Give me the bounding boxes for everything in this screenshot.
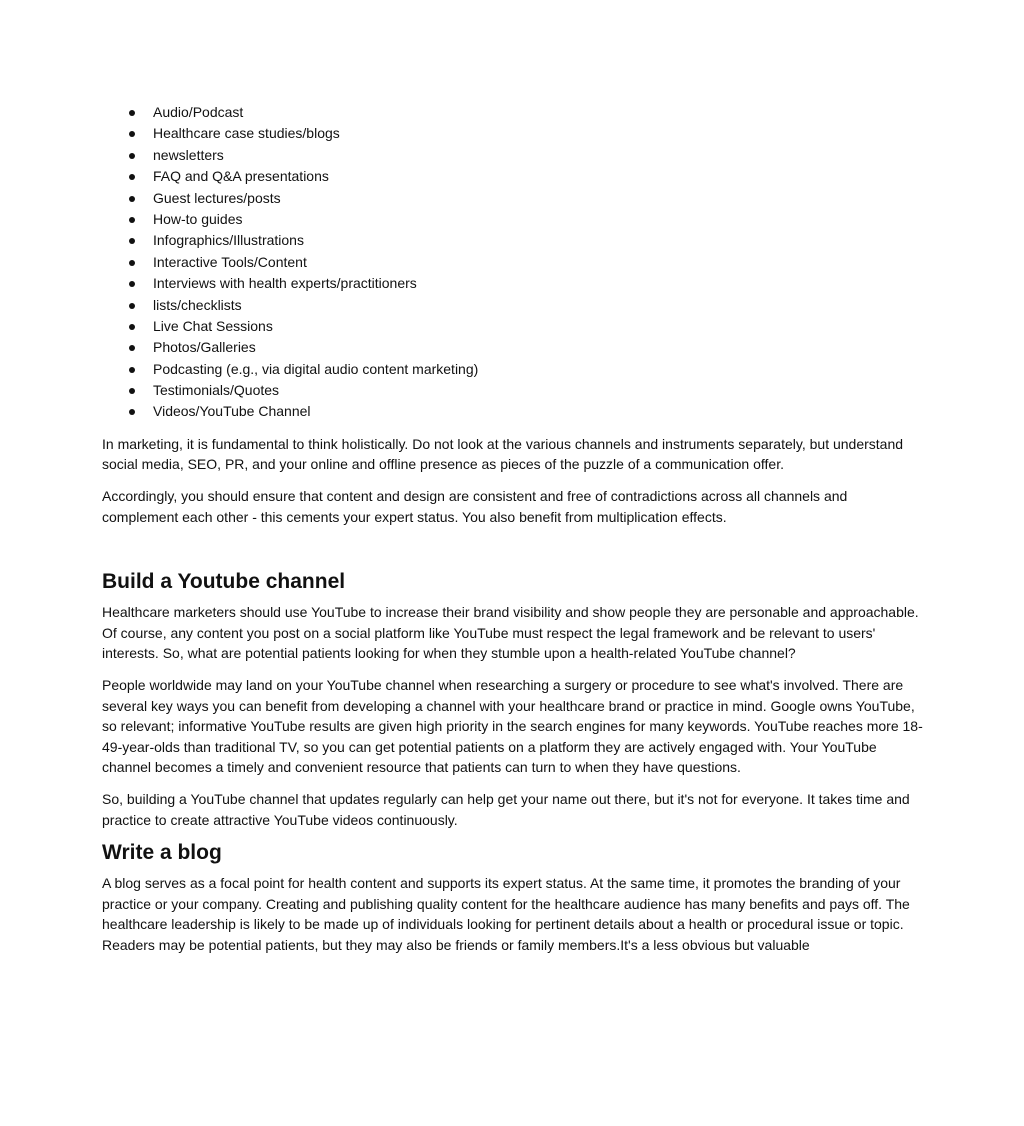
list-item-text: How-to guides	[153, 210, 243, 227]
list-item	[102, 123, 924, 144]
bullet-icon	[129, 238, 135, 244]
list-item	[102, 295, 924, 316]
blog-section-heading: Write a blog	[102, 841, 222, 865]
bullet-icon	[129, 153, 135, 159]
list-item-text: Podcasting (e.g., via digital audio content marketing)	[153, 360, 479, 377]
bullet-icon	[129, 196, 135, 202]
list-item	[102, 273, 924, 294]
list-item	[102, 252, 924, 273]
list-item-text: Live Chat Sessions	[153, 317, 273, 334]
bullet-icon	[129, 345, 135, 351]
youtube-paragraph: So, building a YouTube channel that updates regularly can help get your name out there, but it's not for everyone. It takes time and practice to create attractive YouTube videos continuously.	[102, 790, 910, 828]
bullet-icon	[129, 260, 135, 266]
bullet-icon	[129, 367, 135, 373]
bullet-icon	[129, 324, 135, 330]
list-item-text: Testimonials/Quotes	[153, 382, 280, 399]
list-item	[102, 166, 924, 187]
list-item-text: Infographics/Illustrations	[153, 232, 304, 249]
list-item-text: Audio/Podcast	[153, 104, 244, 120]
blog-paragraph: A blog serves as a focal point for health content and supports its expert status. At the same time, it promotes the branding of your practice or your company. Creating and publishing quality content for the healthcare audience has many benefits and pays off. The healthcare leadership is likely to be made up of individuals looking for pertinent details about a health or procedural issue or topic. Readers may be potential patients, but they may also be friends or family members.It's a less obvious but valuable	[102, 875, 910, 953]
list-item-text: Photos/Galleries	[153, 339, 256, 356]
bullet-icon	[129, 281, 135, 287]
list-item	[102, 401, 924, 422]
list-item	[102, 102, 924, 123]
list-item-text: Guest lectures/posts	[153, 189, 281, 206]
list-item-text: lists/checklists	[153, 296, 242, 313]
list-item	[102, 230, 924, 251]
list-item-text: newsletters	[153, 146, 224, 163]
list-item	[102, 145, 924, 166]
list-item	[102, 188, 924, 209]
bullet-icon	[129, 388, 135, 394]
list-item-text: FAQ and Q&A presentations	[153, 168, 329, 185]
youtube-section-heading: Build a Youtube channel	[102, 570, 346, 594]
bullet-icon	[129, 303, 135, 309]
list-item	[102, 316, 924, 337]
list-item-text: Interactive Tools/Content	[153, 253, 307, 270]
youtube-paragraph: Healthcare marketers should use YouTube to increase their brand visibility and show people they are personable and approachable. Of course, any content you post on a social platform like YouTube must respect the legal framework and be relevant to users' interests. So, what are potential patients looking for when they stumble upon a health-related YouTube channel?	[102, 604, 919, 662]
bullet-icon	[129, 110, 135, 116]
list-item	[102, 337, 924, 358]
intro-paragraph: Accordingly, you should ensure that content and design are consistent and free of contradictions across all channels and complement each other - this cements your expert status. You also benefit from multiplication effects.	[102, 488, 848, 525]
document-page	[102, 102, 924, 956]
list-item	[102, 359, 924, 380]
list-item-text: Videos/YouTube Channel	[153, 403, 311, 420]
bullet-icon	[129, 174, 135, 180]
bullet-icon	[129, 409, 135, 415]
bullet-icon	[129, 131, 135, 137]
youtube-paragraph: People worldwide may land on your YouTube channel when researching a surgery or procedure to see what's involved. There are several key ways you can benefit from developing a channel with your healthcare brand or practice in mind. Google owns YouTube, so relevant; informative YouTube results are given high priority in the search engines for many keywords. YouTube reaches more 18-49-year-olds than traditional TV, so you can get potential patients on a platform they are actively engaged with. Your YouTube channel becomes a timely and convenient resource that patients can turn to when they have questions.	[102, 677, 923, 776]
content-types-list	[102, 102, 924, 423]
intro-paragraph: In marketing, it is fundamental to think holistically. Do not look at the various channels and instruments separately, but understand social media, SEO, PR, and your online and offline presence as pieces of the puzzle of a communication offer.	[102, 435, 904, 473]
list-item-text: Interviews with health experts/practitioners	[153, 275, 417, 292]
bullet-icon	[129, 217, 135, 223]
list-item-text: Healthcare case studies/blogs	[153, 125, 340, 142]
list-item	[102, 380, 924, 401]
list-item	[102, 209, 924, 230]
